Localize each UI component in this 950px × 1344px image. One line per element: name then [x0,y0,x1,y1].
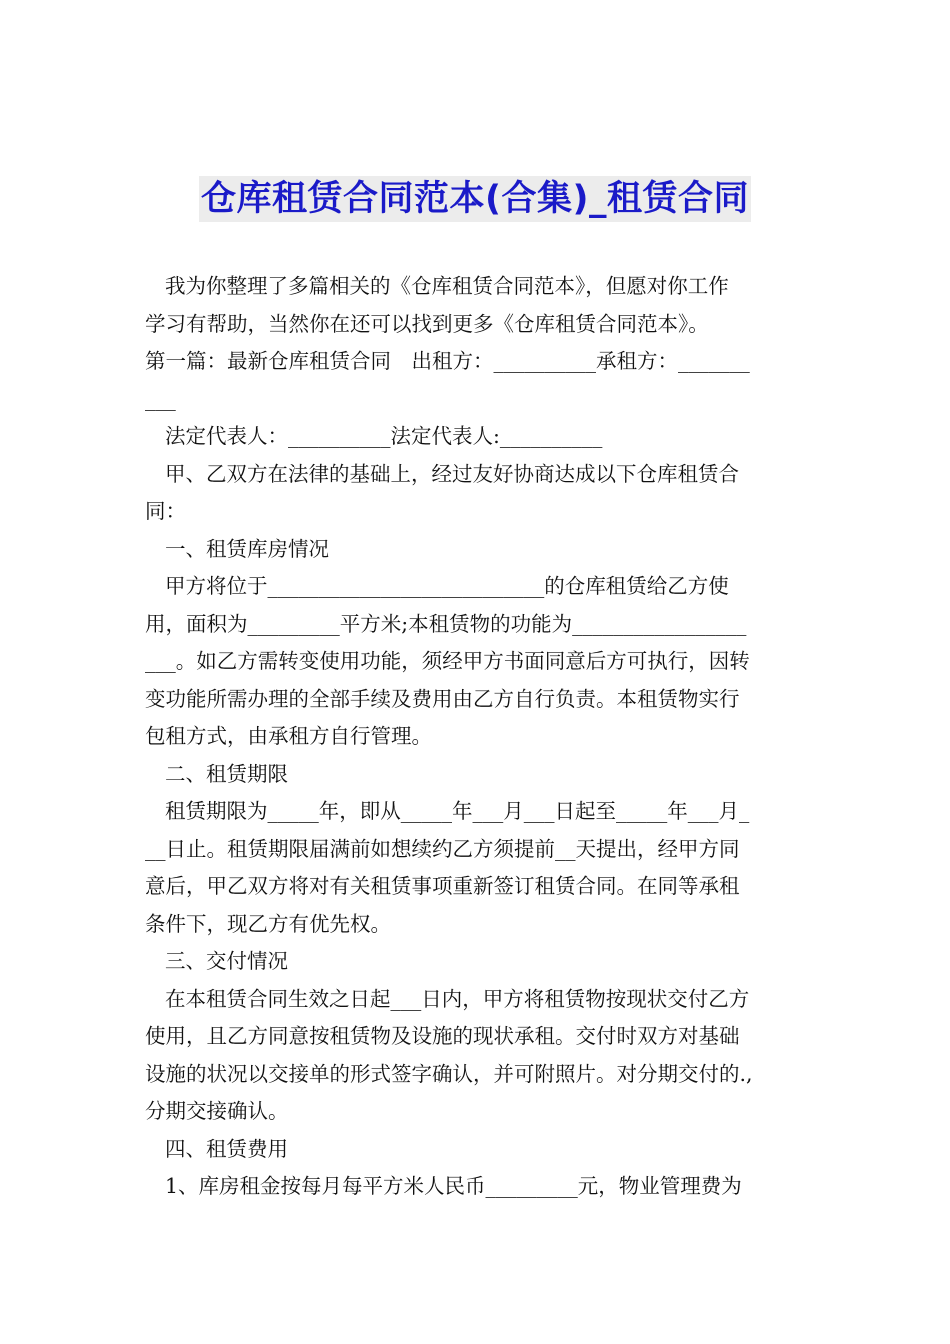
body-line: 我为你整理了多篇相关的《仓库租赁合同范本》，但愿对你工作 [165,274,729,298]
body-line: 变功能所需办理的全部手续及费用由乙方自行负责。本租赁物实行 [145,686,740,711]
body-line: 使用，且乙方同意按租赁物及设施的现状承租。交付时双方对基础 [145,1024,740,1048]
body-line: __日止。租赁期限届满前如想续约乙方须提前__天提出，经甲方同 [145,836,740,861]
body-line: 二、租赁期限 [165,761,288,786]
body-line: 学习有帮助，当然你在还可以找到更多《仓库租赁合同范本》。 [145,311,709,336]
body-line: 租赁期限为_____年，即从_____年___月___日起至_____年___月_ [165,799,750,823]
body-line: 甲、乙双方在法律的基础上，经过友好协商达成以下仓库租赁合 [165,461,739,486]
body-line: 意后，甲乙双方将对有关租赁事项重新签订租赁合同。在同等承租 [145,874,740,898]
body-line: 包租方式，由承租方自行管理。 [145,724,432,748]
body-line: 用，面积为_________平方米;本租赁物的功能为_________________ [145,611,747,636]
body-line: 第一篇：最新仓库租赁合同 出租方：__________承租方：_______ [145,349,750,373]
body-line: 在本租赁合同生效之日起___日内，甲方将租赁物按现状交付乙方 [165,986,750,1011]
document-title: 仓库租赁合同范本(合集)_租赁合同 [199,176,751,222]
body-line: ___。如乙方需转变使用功能，须经甲方书面同意后方可执行，因转 [145,649,750,673]
body-line: 同： [145,499,186,523]
document-body [145,268,809,1206]
body-line: 四、租赁费用 [165,1136,288,1161]
title-container [0,176,950,222]
body-line: 设施的状况以交接单的形式签字确认，并可附照片。对分期交付的., [145,1061,753,1086]
body-line: ___ [145,386,176,411]
body-line: 甲方将位于___________________________的仓库租赁给乙方使 [165,574,729,598]
body-line: 分期交接确认。 [145,1099,289,1123]
body-line: 法定代表人：__________法定代表人:__________ [165,424,603,448]
body-line: 一、租赁库房情况 [165,536,329,561]
body-line: 条件下，现乙方有优先权。 [145,911,391,936]
body-line: 三、交付情况 [165,949,288,973]
body-line: 1、库房租金按每月每平方米人民币_________元，物业管理费为 [165,1174,742,1198]
